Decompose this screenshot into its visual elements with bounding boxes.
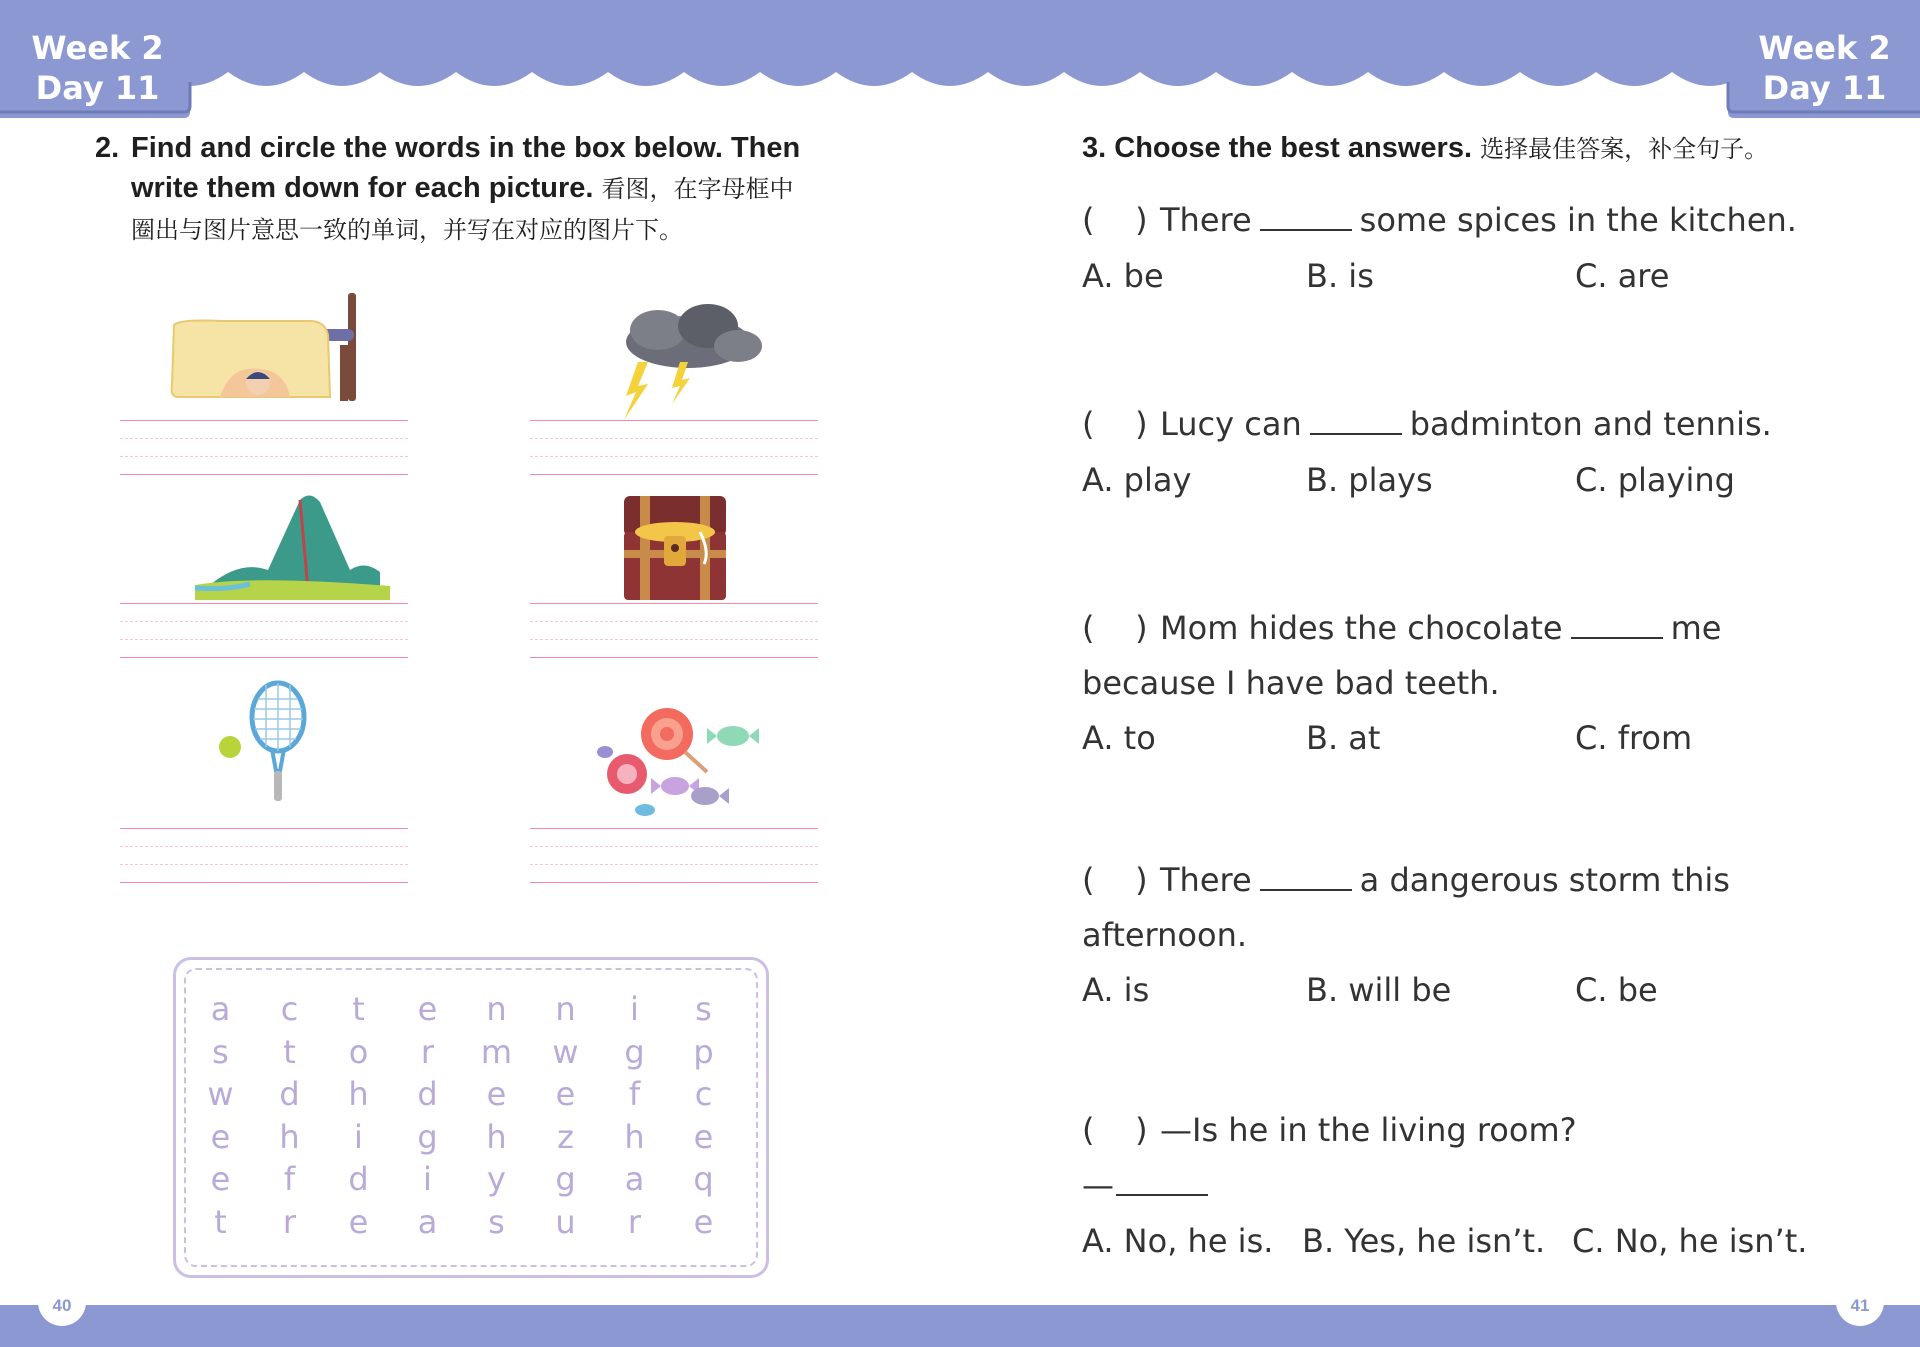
option-a[interactable]: A. be [1082,257,1164,295]
writing-lines[interactable] [120,828,408,884]
answer-bracket[interactable]: ( ) [1082,609,1148,647]
day-label: Day 11 [1762,69,1887,107]
grid-letter[interactable]: w [207,1075,234,1113]
grid-letter[interactable]: o [348,1032,369,1071]
question-text-after: me [1670,609,1722,647]
answer-blank[interactable] [1571,609,1663,639]
question-text-after: badminton and tennis. [1409,405,1772,443]
word-search-grid[interactable] [186,988,736,1243]
grid-letter[interactable]: t [283,1032,296,1071]
question-text-after: some spices in the kitchen. [1359,201,1797,239]
answer-blank[interactable] [1260,201,1352,231]
instruction-number: 2. [95,132,120,164]
grid-letter[interactable]: h [279,1117,300,1156]
grid-letter[interactable]: d [279,1075,300,1113]
option-b[interactable]: B. will be [1306,971,1452,1009]
grid-letter[interactable]: r [627,1202,642,1241]
question-5-line2: — [1082,1165,1216,1205]
question-text: There [1160,201,1252,239]
question-text-after: a dangerous storm this [1359,861,1730,899]
grid-letter[interactable]: i [630,990,639,1028]
question-3-line2: because I have bad teeth. [1082,664,1500,702]
grid-letter[interactable]: q [693,1160,714,1198]
mountain-picture [190,490,390,620]
answer-blank[interactable] [1310,405,1402,435]
grid-letter[interactable]: r [282,1202,297,1241]
grid-letter[interactable]: e [693,1117,714,1156]
option-b[interactable]: B. at [1306,719,1381,757]
grid-letter[interactable]: r [420,1032,435,1071]
writing-lines[interactable] [530,603,818,659]
title-cn: 选择最佳答案，补全句子。 [1480,135,1769,163]
grid-letter[interactable]: t [352,990,365,1028]
grid-letter[interactable]: h [486,1117,507,1156]
grid-letter[interactable]: u [555,1202,576,1241]
grid-letter[interactable]: c [694,1075,713,1113]
footer-band [0,1305,1920,1347]
week-day-tag-right [1757,28,1892,108]
left-instruction [95,128,855,250]
grid-letter[interactable]: e [210,1160,231,1198]
question-2 [1082,404,1772,444]
question-text: —Is he in the living room? [1160,1111,1577,1149]
grid-letter[interactable]: i [423,1160,432,1198]
question-text: Mom hides the chocolate [1160,609,1563,647]
grid-letter[interactable]: g [555,1160,576,1198]
option-c[interactable]: C. be [1575,971,1658,1009]
option-b[interactable]: B. Yes, he isn’t. [1302,1222,1546,1260]
grid-letter[interactable]: p [693,1032,714,1071]
grid-letter[interactable]: y [487,1160,506,1198]
grid-letter[interactable]: z [557,1117,574,1156]
answer-bracket[interactable]: ( ) [1082,861,1148,899]
bed-hiding-picture [160,285,360,415]
grid-letter[interactable]: e [486,1075,507,1113]
header-band [0,0,1920,130]
grid-letter[interactable]: s [212,1032,229,1071]
grid-letter[interactable]: h [348,1075,369,1113]
grid-letter[interactable]: s [488,1202,505,1241]
option-a[interactable]: A. No, he is. [1082,1222,1274,1260]
grid-letter[interactable]: e [693,1202,714,1241]
writing-lines[interactable] [120,603,408,659]
answer-bracket[interactable]: ( ) [1082,1111,1148,1149]
page-number-right: 41 [1836,1290,1884,1326]
question-4-line2: afternoon. [1082,916,1248,954]
option-a[interactable]: A. play [1082,461,1192,499]
grid-letter[interactable]: g [624,1032,645,1071]
question-3 [1082,608,1721,648]
grid-letter[interactable]: m [480,1032,513,1071]
grid-letter[interactable]: c [280,990,299,1028]
grid-letter[interactable]: a [417,1202,438,1241]
week-day-tag-left [30,28,165,108]
grid-letter[interactable]: a [624,1160,645,1198]
grid-letter[interactable]: e [417,990,438,1028]
option-a[interactable]: A. is [1082,971,1150,1009]
writing-lines[interactable] [120,420,408,476]
instruction-line2-en: write them down for each picture. [131,172,594,204]
storm-cloud-picture [588,300,788,430]
writing-lines[interactable] [530,420,818,476]
grid-letter[interactable]: f [628,1075,641,1113]
grid-letter[interactable]: n [486,990,507,1028]
day-label: Day 11 [35,69,160,107]
week-label: Week 2 [1758,29,1891,67]
grid-letter[interactable]: d [348,1160,369,1198]
grid-letter[interactable]: e [348,1202,369,1241]
option-c[interactable]: C. from [1575,719,1693,757]
title-number: 3. [1082,132,1107,164]
title-en: Choose the best answers. [1114,132,1473,164]
question-4 [1082,860,1730,900]
week-label: Week 2 [31,29,164,67]
grid-letter[interactable]: n [555,990,576,1028]
right-instruction [1082,128,1768,169]
grid-letter[interactable]: t [214,1202,227,1241]
instruction-line2-cn: 看图，在字母框中 [601,175,794,203]
page-number-left: 40 [38,1290,86,1326]
answer-bracket[interactable]: ( ) [1082,201,1148,239]
option-c[interactable]: C. No, he isn’t. [1572,1222,1808,1260]
grid-letter[interactable]: s [695,990,712,1028]
grid-letter[interactable]: h [624,1117,645,1156]
tennis-racket-picture [190,675,390,805]
option-b[interactable]: B. is [1306,257,1374,295]
question-5 [1082,1110,1577,1150]
question-text: Lucy can [1160,405,1302,443]
grid-letter[interactable]: f [283,1160,296,1198]
instruction-line1: Find and circle the words in the box below. Then [131,132,801,164]
option-a[interactable]: A. to [1082,719,1156,757]
question-1 [1082,200,1797,240]
grid-letter[interactable]: w [552,1032,579,1071]
grid-letter[interactable]: g [417,1117,438,1156]
grid-letter[interactable]: d [417,1075,438,1113]
grid-letter[interactable]: e [210,1117,231,1156]
question-text: There [1160,861,1252,899]
option-b[interactable]: B. plays [1306,461,1433,499]
writing-lines[interactable] [530,828,818,884]
grid-letter[interactable]: a [210,990,231,1028]
answer-blank[interactable] [1116,1166,1208,1196]
answer-bracket[interactable]: ( ) [1082,405,1148,443]
option-c[interactable]: C. playing [1575,461,1735,499]
answer-blank[interactable] [1260,861,1352,891]
grid-letter[interactable]: i [354,1117,363,1156]
grid-letter[interactable]: e [555,1075,576,1113]
instruction-line3-cn: 圈出与图片意思一致的单词，并写在对应的图片下。 [131,216,683,244]
candy-picture [585,700,785,830]
option-c[interactable]: C. are [1575,257,1670,295]
